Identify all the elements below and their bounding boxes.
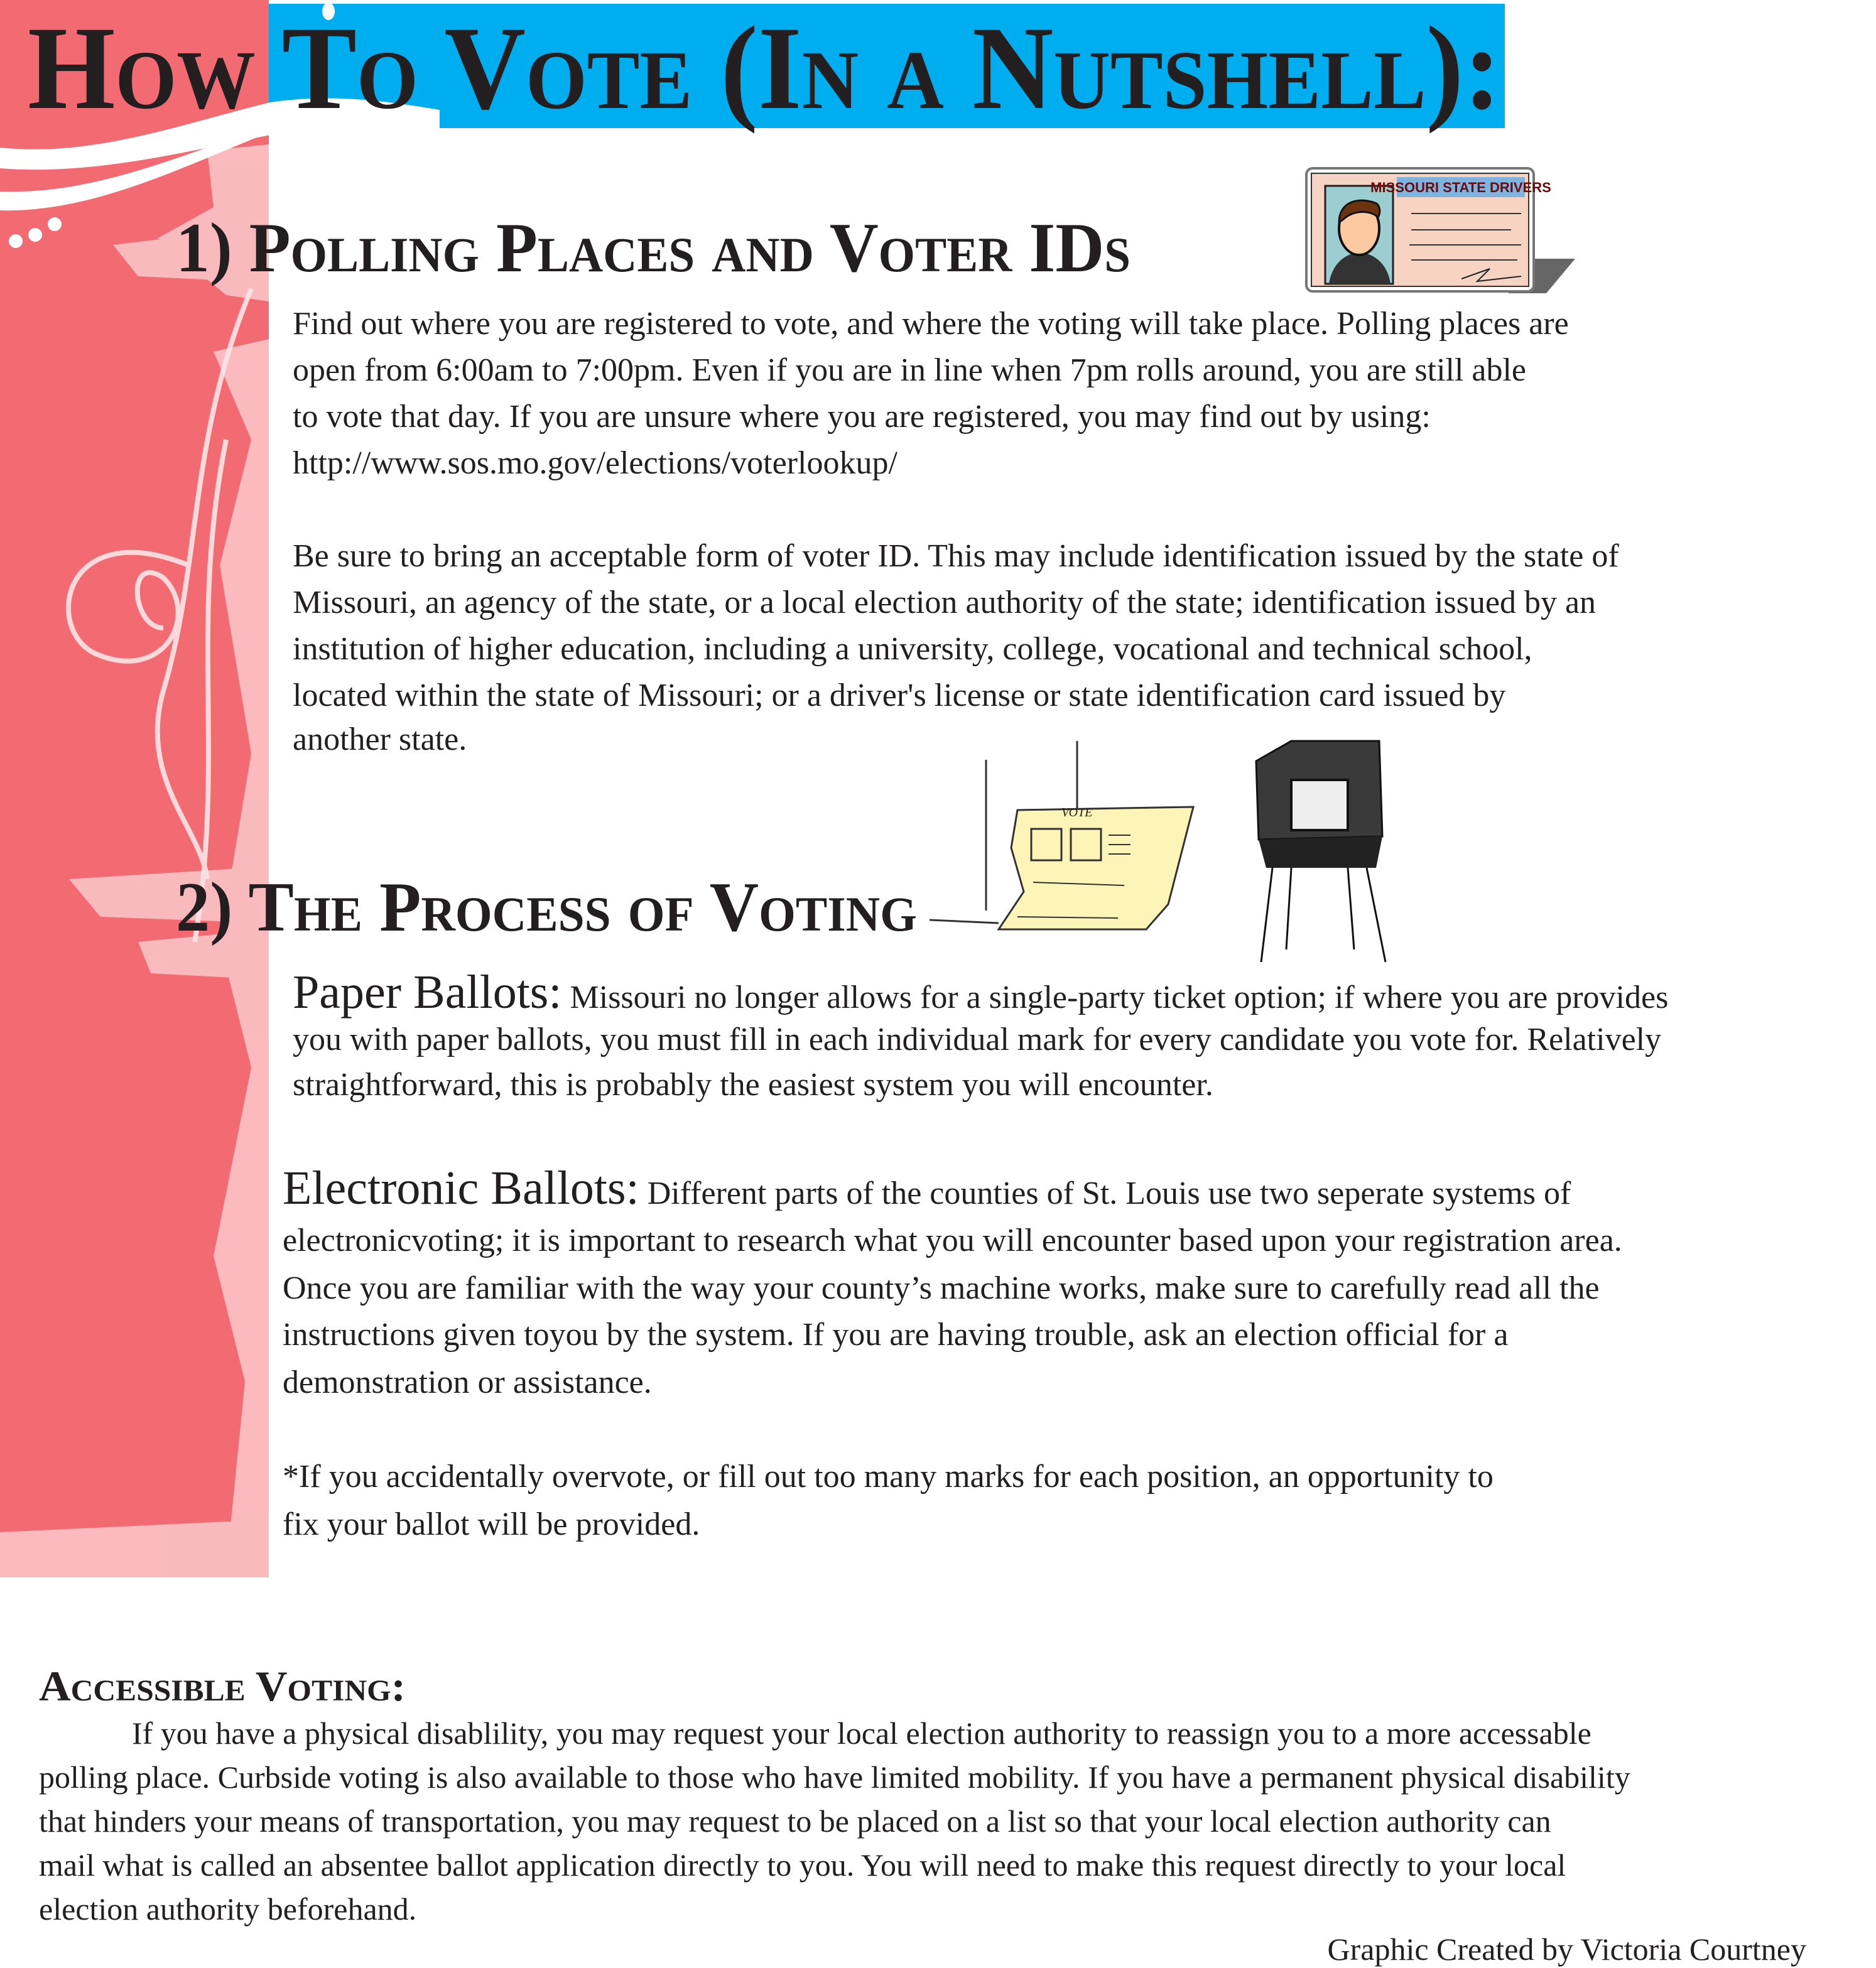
body-text: Missouri no longer allows for a single-party ticket option; if where you are provides: [561, 980, 1669, 1015]
body-text: If you have a physical disablility, you may request your local election authority to reassign you to a more accessable: [132, 1716, 1591, 1751]
section1-heading: 1) Polling Places and Voter IDs: [176, 209, 1130, 287]
paper-ballots-title: Paper Ballots:: [293, 966, 562, 1019]
body-text: institution of higher education, including a university, college, vocational and technical school,: [293, 631, 1532, 667]
voter-lookup-link[interactable]: http://www.sos.mo.gov/elections/voterlookup/: [293, 445, 897, 481]
page-title-svg: [0, 0, 1876, 138]
page-title: How To Vote (In a Nutshell):: [28, 3, 1501, 134]
drivers-license-illustration: [1301, 165, 1578, 296]
body-text: mail what is called an absentee ballot application directly to you. You will need to make this request directly to your local: [39, 1847, 1566, 1883]
body-text: Be sure to bring an acceptable form of voter ID. This may include identification issued by the state of: [293, 538, 1619, 574]
license-header: MISSOURI STATE DRIVERS: [1370, 180, 1551, 195]
footnote: fix your ballot will be provided.: [283, 1506, 700, 1542]
accessible-voting-heading: Accessible Voting:: [39, 1662, 406, 1710]
body-text: Find out where you are registered to vote, and where the voting will take place. Polling places are: [293, 306, 1569, 342]
body-text: that hinders your means of transportation, you may request to be placed on a list so that your local election authority can: [39, 1803, 1551, 1839]
body-text: election authority beforehand.: [39, 1891, 417, 1927]
section1-heading-svg: [0, 201, 1256, 289]
accessible-heading-svg: [0, 1652, 502, 1714]
body-text: located within the state of Missouri; or a driver's license or state identification card issued by: [293, 678, 1506, 713]
body-text: open from 6:00am to 7:00pm. Even if you are in line when 7pm rolls around, you are still able: [293, 352, 1527, 388]
body-text: demonstration or assistance.: [283, 1365, 652, 1400]
body-text: another state.: [293, 722, 467, 757]
body-text: Once you are familiar with the way your county’s machine works, make sure to carefully read all the: [283, 1270, 1600, 1306]
ballot-label: VOTE: [1061, 806, 1093, 819]
electronic-ballots-title: Electronic Ballots:: [283, 1162, 639, 1214]
body-text: Different parts of the counties of St. Louis use two seperate systems of: [639, 1176, 1571, 1211]
body-text: electronicvoting; it is important to research what you will encounter based upon your registration area.: [283, 1223, 1622, 1258]
body-text: straightforward, this is probably the easiest system you will encounter.: [293, 1067, 1213, 1103]
body-text: instructions given toyou by the system. If you are having trouble, ask an election official for a: [283, 1317, 1509, 1353]
section2-heading: 2) The Process of Voting: [176, 868, 917, 946]
paper-ballot-illustration: [930, 741, 1200, 936]
section2-heading-svg: [0, 860, 942, 948]
voting-booth-illustration: [1254, 736, 1394, 965]
footnote: *If you accidentally overvote, or fill out too many marks for each position, an opportunity to: [283, 1459, 1494, 1495]
body-text: polling place. Curbside voting is also available to those who have limited mobility. If you have a permanent physical disability: [39, 1760, 1630, 1795]
body-text: Missouri, an agency of the state, or a local election authority of the state; identification issued by an: [293, 585, 1597, 620]
body-text: you with paper ballots, you must fill in each individual mark for every candidate you vote for. Relatively: [293, 1022, 1662, 1057]
graphic-credit: Graphic Created by Victoria Courtney: [1327, 1932, 1806, 1967]
body-text: to vote that day. If you are unsure where you are registered, you may find out by using:: [293, 399, 1431, 435]
